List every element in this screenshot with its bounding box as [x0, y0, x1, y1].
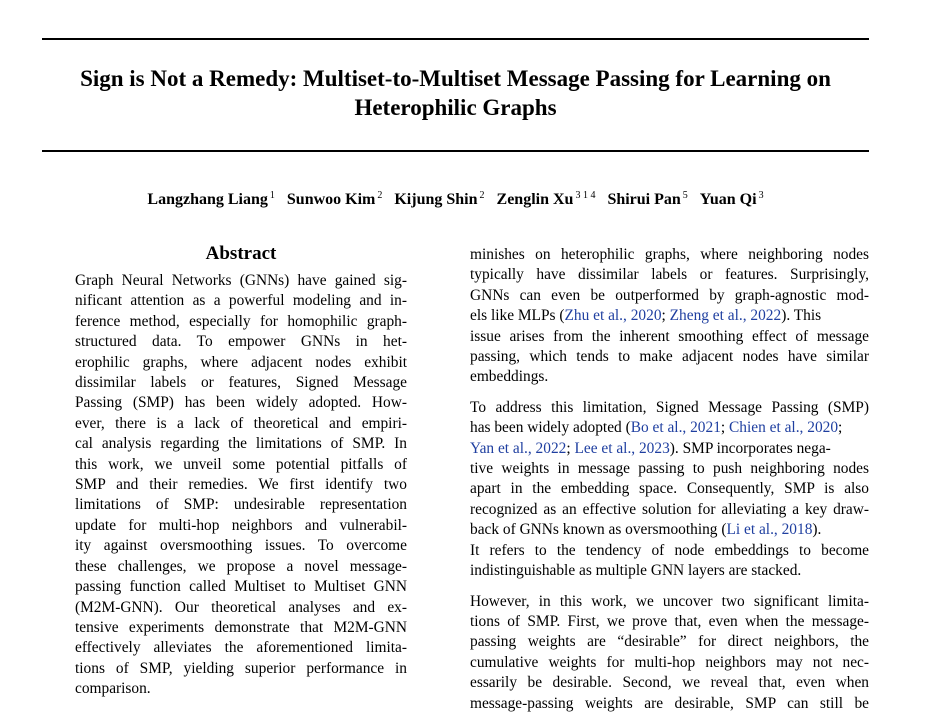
title-line-2: Heterophilic Graphs [354, 95, 557, 120]
bottom-rule [42, 150, 869, 152]
intro-line: It refers to the tendency of node embeddings to become [470, 541, 869, 559]
intro-line: typically have dissimilar labels or features. Surprisingly, [470, 266, 869, 284]
author: Kijung Shin $^2$ [394, 190, 485, 209]
citation-link[interactable]: Zheng et al., 2022 [669, 307, 782, 325]
intro-line: issue arises from the inherent smoothing effect of message [470, 327, 869, 345]
intro-line: passing, which tends to make adjacent nodes have similar [470, 348, 869, 366]
abstract-heading: Abstract [205, 243, 277, 264]
title-line-1: Sign is Not a Remedy: Multiset-to-Multiset Message Passing for Learning on [80, 66, 831, 91]
intro-line: message-passing weights are desirable, SMP can still be [470, 694, 869, 712]
intro-line: cumulative weights for multi-hop neighbors may not nec- [470, 653, 869, 671]
abstract-line: update for multi-hop neighbors and vulnerabil- [75, 516, 407, 534]
top-rule [42, 38, 869, 40]
abstract-line: this work, we unveil some potential pitfalls of [75, 455, 407, 473]
author: Shirui Pan $^5$ [607, 190, 688, 209]
abstract-line: passing function called Multiset to Multiset GNN [75, 578, 407, 596]
abstract-line: effectively alleviates the aforementioned limita- [75, 639, 407, 657]
intro-line: passing weights are “desirable” for direct neighbors, the [470, 633, 869, 651]
intro-line: els like MLPs (Zhu et al., 2020; Zheng et al., 2022). This [470, 307, 822, 325]
abstract-line: cal analysis regarding the limitations of SMP. In [75, 435, 407, 453]
author: Sunwoo Kim $^2$ [286, 190, 383, 209]
author: Langzhang Liang $^1$ [147, 190, 275, 209]
abstract-line: erophilic graphs, where adjacent nodes exhibit [75, 353, 407, 371]
citation-link[interactable]: Bo et al., 2021 [630, 419, 721, 437]
intro-line: back of GNNs known as oversmoothing (Li et al., 2018). [470, 521, 822, 539]
author-list [42, 186, 869, 210]
abstract-line: ever, there is a lack of theoretical and empiri- [75, 414, 407, 432]
abstract-line: structured data. To empower GNNs in het- [75, 333, 407, 351]
abstract-line: Graph Neural Networks (GNNs) have gained sig- [75, 272, 407, 289]
intro-line: recognized as an effective solution for alleviating a key draw- [470, 500, 869, 518]
citation-link[interactable]: Yan et al., 2022 [470, 439, 567, 457]
citation-link[interactable]: Zhu et al., 2020 [564, 307, 662, 325]
abstract-line: nificant attention as a powerful modeling and in- [75, 292, 407, 310]
abstract-line: tensive experiments demonstrate that M2M-GNN [75, 618, 407, 636]
citation-link[interactable]: Lee et al., 2023 [574, 439, 670, 457]
paper-title [42, 64, 869, 122]
abstract-line: these challenges, we propose a novel message- [75, 557, 407, 575]
intro-line: GNNs can even be outperformed by graph-agnostic mod- [470, 286, 869, 304]
intro-line: tive weights in message passing to push neighboring nodes [470, 460, 869, 478]
intro-line: essarily be desirable. Second, we reveal that, even when [470, 674, 869, 692]
abstract-body [75, 271, 407, 700]
intro-line: Yan et al., 2022; Lee et al., 2023). SMP incorporates nega- [470, 439, 831, 457]
abstract-line: tions of SMP, yielding superior performance in [75, 659, 407, 677]
intro-line: tions of SMP. First, we prove that, even when the message- [470, 612, 869, 630]
intro-body [470, 245, 869, 714]
citation-link[interactable]: Li et al., 2018 [726, 521, 813, 539]
intro-line: To address this limitation, Signed Message Passing (SMP) [470, 398, 869, 416]
intro-line: minishes on heterophilic graphs, where neighboring nodes [470, 246, 869, 263]
abstract-line: SMP and their remedies. We first identify two [75, 476, 407, 494]
abstract-line: ity against oversmoothing issues. To overcome [75, 537, 407, 555]
intro-line: However, in this work, we uncover two significant limita- [470, 592, 869, 610]
abstract-line: ference method, especially for homophilic graph- [75, 312, 407, 330]
author: Zenglin Xu $^{3 1 4}$ [496, 190, 596, 209]
intro-line: indistinguishable as multiple GNN layers are stacked. [470, 562, 802, 580]
intro-line: has been widely adopted (Bo et al., 2021; Chien et al., 2020; [470, 419, 843, 437]
abstract-line: limitations of SMP: undesirable representation [75, 496, 407, 514]
abstract-line: comparison. [75, 680, 151, 698]
abstract-line: (M2M-GNN). Our theoretical analyses and ex- [75, 598, 407, 616]
abstract-line: dissimilar labels or features, Signed Message [75, 374, 407, 392]
abstract-line: Passing (SMP) has been widely adopted. How- [75, 394, 407, 412]
intro-line: apart in the embedding space. Consequently, SMP is also [470, 480, 869, 498]
author: Yuan Qi $^3$ [699, 190, 764, 209]
intro-line: embeddings. [470, 368, 549, 386]
citation-link[interactable]: Chien et al., 2020 [729, 419, 839, 437]
